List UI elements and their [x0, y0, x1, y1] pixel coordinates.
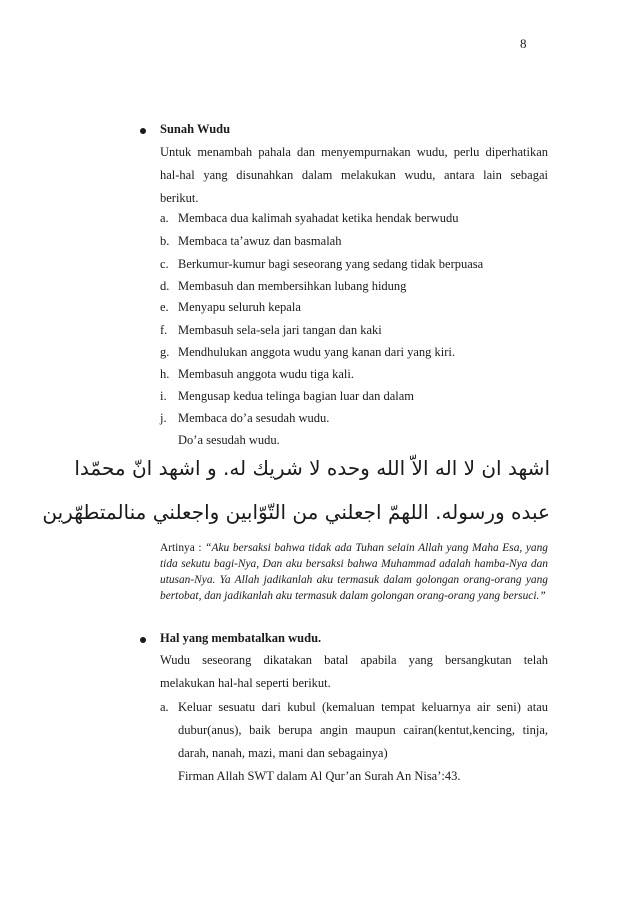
paragraph-line: Untuk menambah pahala dan menyempurnakan wudu, perlu diperhatikan — [160, 145, 548, 159]
list-item: Menyapu seluruh kepala — [178, 300, 301, 314]
translation-text: “Aku bersaksi bahwa tidak ada Tuhan selain Allah yang Maha Esa, yang tida sekutu bagi-Nya, Dan aku bersaksi bahwa Muhammad adalah hamba-Nya dan utusan-Nya. Ya Allah jadikanlah aku termasuk dalam golongan orang-orang yang bertobat, dan jadikanlah aku termasuk dalam golongan orang-orang yang bersuci.” — [160, 542, 548, 602]
list-letter: a. — [160, 211, 169, 225]
arabic-prayer-line-2: عبده ورسوله. اللهمّ اجعلني من التّوّابين واجعلني منالمتطهّرين — [42, 500, 550, 524]
list-letter: i. — [160, 389, 167, 403]
list-item: Mendhulukan anggota wudu yang kanan dari yang kiri. — [178, 345, 456, 359]
list-item: Membaca do’a sesudah wudu. — [178, 411, 330, 425]
list-item-line: darah, nanah, mazi, mani dan sebagainya) — [178, 746, 388, 760]
list-letter: a. — [160, 700, 169, 714]
paragraph-line: melakukan hal-hal seperti berikut. — [160, 676, 331, 690]
list-item-line: Firman Allah SWT dalam Al Qur’an Surah An Nisa’:43. — [178, 769, 461, 783]
translation-block — [160, 540, 548, 604]
list-letter: d. — [160, 279, 170, 293]
list-letter: c. — [160, 257, 169, 271]
bullet-icon — [140, 637, 146, 643]
paragraph-line: Wudu seseorang dikatakan batal apabila yang bersangkutan telah — [160, 653, 548, 667]
list-letter: g. — [160, 345, 170, 359]
section-title-sunah-wudu: Sunah Wudu — [160, 122, 231, 136]
list-letter: b. — [160, 234, 170, 248]
list-item: Membasuh dan membersihkan lubang hidung — [178, 279, 407, 293]
translation-label: Artinya : — [160, 542, 202, 554]
arabic-prayer-line-1: اشهد ان لا اله الاّ الله وحده لا شريك له. و اشهد انّ محمّدا — [74, 456, 550, 480]
doa-label: Do’a sesudah wudu. — [178, 433, 280, 447]
list-item: Membasuh sela-sela jari tangan dan kaki — [178, 323, 382, 337]
paragraph-line: hal-hal yang disunahkan dalam melakukan wudu, antara lain sebagai — [160, 168, 548, 182]
list-letter: f. — [160, 323, 168, 337]
list-letter: h. — [160, 367, 170, 381]
list-item-line: Keluar sesuatu dari kubul (kemaluan tempat keluarnya air seni) atau — [178, 700, 548, 714]
page-number: 8 — [520, 36, 527, 51]
list-letter: j. — [160, 411, 167, 425]
list-letter: e. — [160, 300, 169, 314]
list-item: Berkumur-kumur bagi seseorang yang sedang tidak berpuasa — [178, 257, 484, 271]
list-item: Membasuh anggota wudu tiga kali. — [178, 367, 355, 381]
list-item-line: dubur(anus), baik berupa angin maupun cairan(kentut,kencing, tinja, — [178, 723, 548, 737]
section-title-batal-wudu: Hal yang membatalkan wudu. — [160, 631, 322, 645]
paragraph-line: berikut. — [160, 191, 199, 205]
bullet-icon — [140, 128, 146, 134]
list-item: Mengusap kedua telinga bagian luar dan dalam — [178, 389, 415, 403]
list-item: Membaca ta’awuz dan basmalah — [178, 234, 342, 248]
list-item: Membaca dua kalimah syahadat ketika hendak berwudu — [178, 211, 459, 225]
